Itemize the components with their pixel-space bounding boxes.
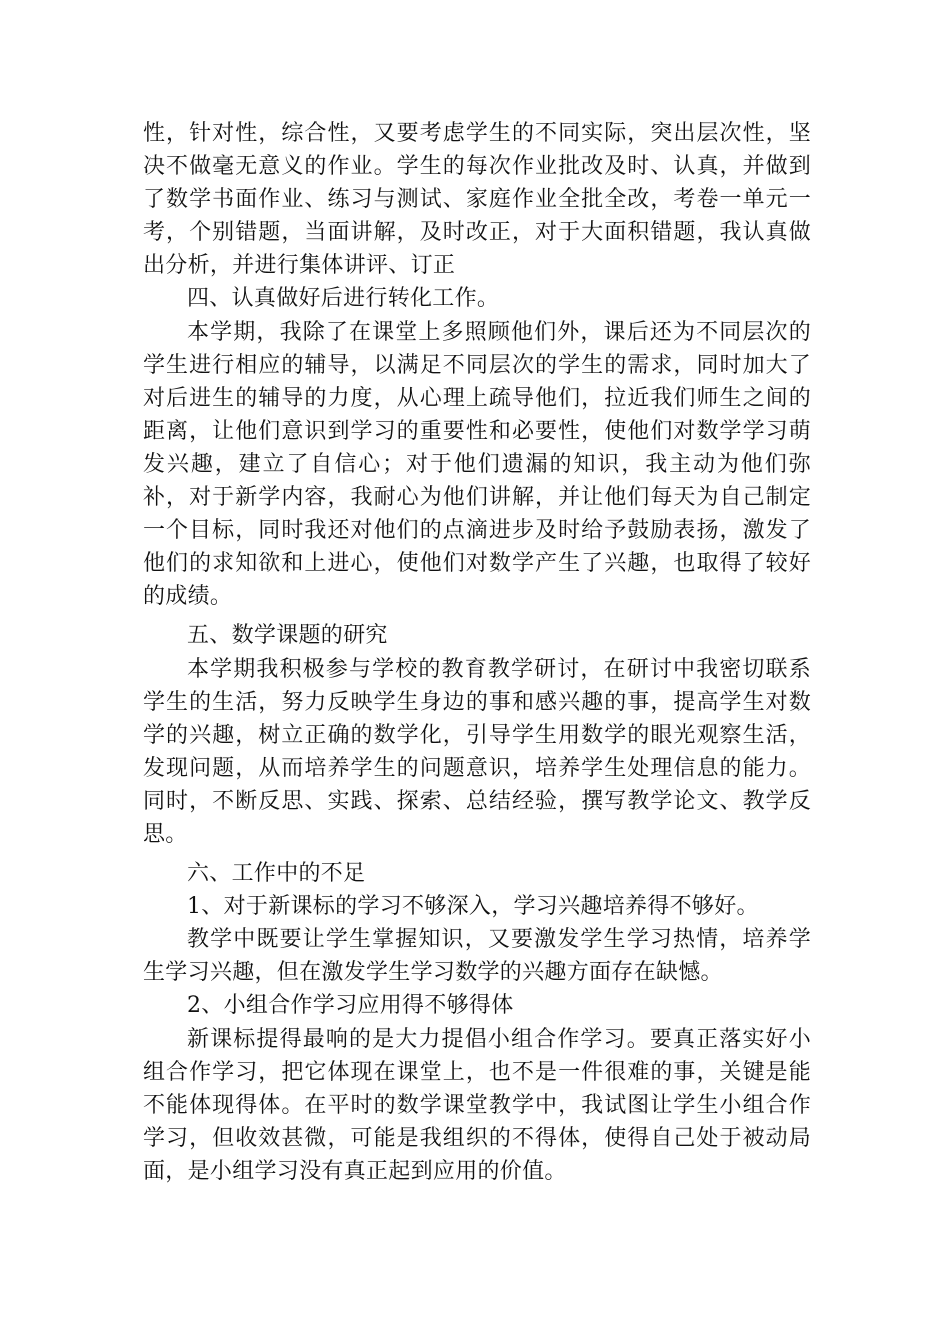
paragraph-shortcoming-one: 教学中既要让学生掌握知识，又要激发学生学习热情，培养学生学习兴趣，但在激发学生学习数学的兴趣方面存在缺憾。 [143, 927, 811, 986]
heading-section-six: 六、工作中的不足 [187, 861, 366, 887]
subheading-shortcoming-two: 2、小组合作学习应用得不够得体 [187, 993, 514, 1019]
paragraph-homework-continuation: 性，针对性，综合性，又要考虑学生的不同实际，突出层次性，坚决不做毫无意义的作业。学生的每次作业批改及时、认真，并做到了数学书面作业、练习与测试、家庭作业全批全改，考卷一单元一考，个别错题，当面讲解，及时改正，对于大面积错题，我认真做出分析，并进行集体讲评、订正 [143, 121, 811, 279]
document-body [143, 117, 811, 1188]
heading-section-four: 四、认真做好后进行转化工作。 [187, 286, 500, 312]
paragraph-shortcoming-two: 新课标提得最响的是大力提倡小组合作学习。要真正落实好小组合作学习，把它体现在课堂上，也不是一件很难的事，关键是能不能体现得体。在平时的数学课堂教学中，我试图让学生小组合作学习，但收效甚微，可能是我组织的不得体，使得自己处于被动局面，是小组学习没有真正起到应用的价值。 [143, 1026, 811, 1184]
heading-section-five: 五、数学课题的研究 [187, 623, 388, 649]
paragraph-research: 本学期我积极参与学校的教育教学研讨，在研讨中我密切联系学生的生活，努力反映学生身边的事和感兴趣的事，提高学生对数学的兴趣，树立正确的数学化，引导学生用数学的眼光观察生活，发现问题，从而培养学生的问题意识，培养学生处理信息的能力。同时，不断反思、实践、探索、总结经验，撰写教学论文、教学反思。 [143, 656, 811, 847]
subheading-shortcoming-one: 1、对于新课标的学习不够深入，学习兴趣培养得不够好。 [187, 894, 759, 920]
paragraph-underachiever-support: 本学期，我除了在课堂上多照顾他们外，课后还为不同层次的学生进行相应的辅导，以满足不同层次的学生的需求，同时加大了对后进生的辅导的力度，从心理上疏导他们，拉近我们师生之间的距离，让他们意识到学习的重要性和必要性，使他们对数学学习萌发兴趣，建立了自信心；对于他们遗漏的知识，我主动为他们弥补，对于新学内容，我耐心为他们讲解，并让他们每天为自己制定一个目标，同时我还对他们的点滴进步及时给予鼓励表扬，激发了他们的求知欲和上进心，使他们对数学产生了兴趣，也取得了较好的成绩。 [143, 319, 811, 610]
